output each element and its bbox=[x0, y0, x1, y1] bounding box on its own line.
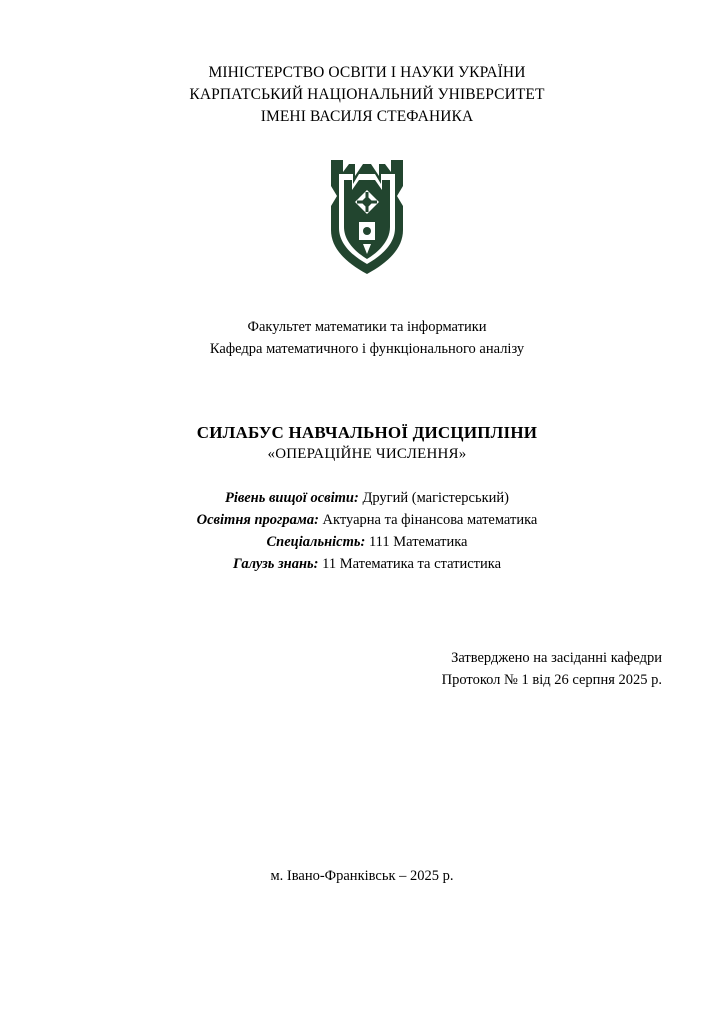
ministry-line-3: ІМЕНІ ВАСИЛЯ СТЕФАНИКА bbox=[260, 108, 474, 125]
meta-value-speciality: 111 Математика bbox=[368, 534, 468, 550]
meta-label-speciality: Спеціальність: bbox=[266, 534, 366, 550]
approval-block bbox=[72, 648, 662, 692]
meta-label-knowledge-field: Галузь знань: bbox=[232, 556, 319, 573]
meta-label-program: Освітня програма: bbox=[196, 511, 319, 528]
meta-row-program bbox=[72, 509, 662, 531]
faculty-department-block bbox=[72, 316, 662, 361]
meta-value-knowledge-field: 11 Математика та статистика bbox=[322, 556, 502, 573]
approval-line-1: Затверджено на засіданні кафедри bbox=[451, 650, 662, 666]
city-year-footer: м. Івано-Франківськ – 2025 р. bbox=[270, 868, 454, 884]
meta-row-knowledge-field bbox=[72, 553, 662, 575]
ministry-line-1: МІНІСТЕРСТВО ОСВІТИ І НАУКИ УКРАЇНИ bbox=[208, 64, 526, 81]
ministry-heading bbox=[72, 62, 662, 128]
approval-line-2: Протокол № 1 від 26 серпня 2025 р. bbox=[441, 671, 662, 688]
course-meta-list bbox=[72, 487, 662, 575]
meta-row-speciality bbox=[72, 531, 662, 553]
meta-label-education-level: Рівень вищої освіти: bbox=[225, 489, 359, 506]
university-emblem-icon bbox=[319, 156, 415, 286]
emblem-container bbox=[72, 156, 662, 286]
page-title: СИЛАБУС НАВЧАЛЬНОЇ ДИСЦИПЛІНИ bbox=[196, 422, 538, 442]
course-name: «ОПЕРАЦІЙНЕ ЧИСЛЕННЯ» bbox=[267, 445, 467, 462]
ministry-line-2: КАРПАТСЬКИЙ НАЦІОНАЛЬНИЙ УНІВЕРСИТЕТ bbox=[189, 86, 545, 103]
department-line: Кафедра математичного і функціонального аналізу bbox=[209, 341, 525, 358]
meta-row-education-level bbox=[72, 487, 662, 509]
meta-value-program: Актуарна та фінансова математика bbox=[322, 511, 538, 528]
meta-value-education-level: Другий (магістерський) bbox=[362, 489, 509, 506]
faculty-line: Факультет математики та інформатики bbox=[247, 319, 487, 335]
document-header-block bbox=[72, 62, 662, 575]
